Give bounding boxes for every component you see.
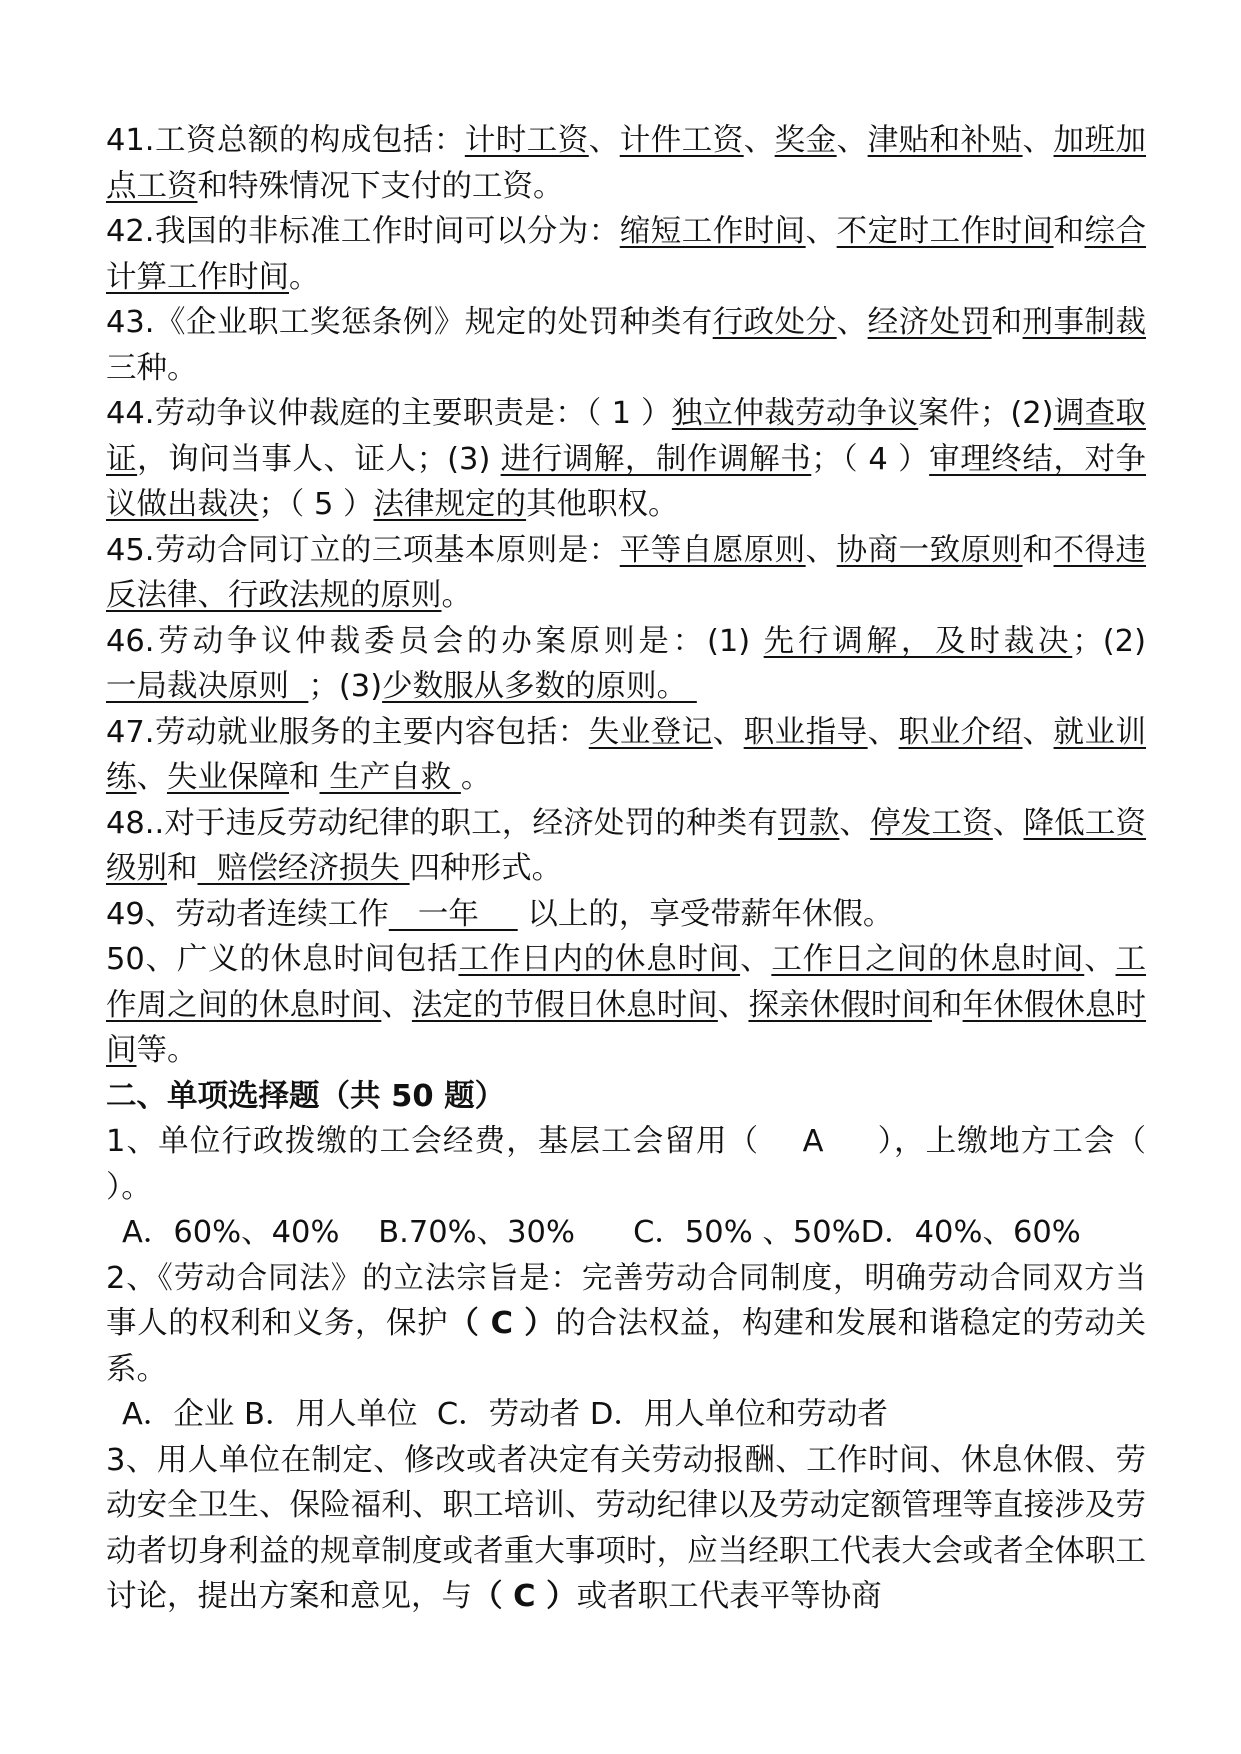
question-47: 47.劳动就业服务的主要内容包括：失业登记、职业指导、职业介绍、就业训练、失业保障和 生产自救 。 [106,714,1146,795]
q46-text: 46.劳动争议仲裁委员会的办案原则是：(1) [106,623,764,659]
mc-question-2: 2、《劳动合同法》的立法宗旨是：完善劳动合同制度，明确劳动合同双方当事人的权利和义务，保护（ C ）的合法权益，构建和发展和谐稳定的劳动关系。 [106,1260,1147,1387]
q47-text: 47.劳动就业服务的主要内容包括： [106,714,589,750]
q50-text: 50、广义的休息时间包括 [106,942,459,977]
document-page [106,118,1205,1620]
q44-text: 44.劳动争议仲裁庭的主要职责是：（ 1 ） [106,396,672,431]
q41-answer-2: 计件工资 [619,123,744,158]
q50-answer-2: 工作日之间的休息时间 [771,942,1085,977]
q46-answer-2: 一局裁决原则 [106,669,309,704]
q49-answer-1: 一年 [388,896,518,932]
mc-question-3: 3、用人单位在制定、修改或者决定有关劳动报酬、工作时间、休息休假、劳动安全卫生、保险福利、职工培训、劳动纪律以及劳动定额管理等直接涉及劳动者切身利益的规章制度或者重大事项时，应当经职工代表大会或者全体职工讨论，提出方案和意见，与（ C ）或者职工代表平等协商 [106,1442,1146,1614]
q48-answer-4: 赔偿经济损失 [197,851,410,886]
q50-answer-1: 工作日内的休息时间 [458,942,741,977]
q41-text: 41.工资总额的构成包括： [106,123,465,158]
q48-answer-2: 停发工资 [870,805,993,841]
q43-text: 43.《企业职工奖惩条例》规定的处罚种类有 [106,305,713,340]
mc-options-2: A．企业 B．用人单位 C．劳动者 D．用人单位和劳动者 [122,1397,888,1432]
q45-text: 45.劳动合同订立的三项基本原则是： [106,532,620,568]
mc3-answer: （ C ） [472,1579,577,1614]
q45-answer-1: 平等自愿原则 [619,532,806,568]
q48-text: 48..对于违反劳动纪律的职工，经济处罚的种类有 [106,805,779,841]
q50-answer-5: 探亲休假时间 [748,987,932,1023]
question-49: 49、劳动者连续工作 一年 以上的，享受带薪年休假。 [106,896,894,932]
q49-text: 49、劳动者连续工作 [106,896,389,932]
mc-options-1: A．60%、40% B.70%、30% C．50% 、50%D．40%、60% [122,1215,1081,1250]
mc-question-1: 1、单位行政拨缴的工会经费，基层工会留用（ A ），上缴地方工会（ ）。 [106,1124,1205,1205]
q50-answer-3: 工作周之间的休息时间 [106,942,1147,1023]
q47-answer-6: 生产自救 [319,760,461,795]
q41-answer-1: 计时工资 [464,123,589,158]
q41-answer-5: 加班加点工资 [106,123,1146,204]
q47-answer-1: 失业登记 [588,714,713,750]
q44-answer-5: 法律规定的 [373,487,527,522]
mc2-answer: （ C ） [448,1306,556,1341]
question-41: 41.工资总额的构成包括：计时工资、计件工资、奖金、津贴和补贴、加班加点工资和特殊情况下支付的工资。 [106,123,1146,204]
q43-answer-1: 行政处分 [712,305,837,340]
q43-answer-3: 刑事制裁 [1022,305,1146,340]
q44-answer-3: 进行调解，制作调解书 [500,441,812,477]
q45-answer-3: 不得违反法律、行政法规的原则 [106,532,1146,613]
question-42: 42.我国的非标准工作时间可以分为：缩短工作时间、不定时工作时间和综合计算工作时间。 [106,214,1146,295]
q46-answer-1: 先行调解，及时裁决 [763,623,1073,659]
question-48: 48..对于违反劳动纪律的职工，经济处罚的种类有罚款、停发工资、降低工资级别和 赔偿经济损失 四种形式。 [106,805,1147,886]
q47-answer-3: 职业介绍 [898,714,1023,750]
q41-answer-3: 奖金 [774,123,837,158]
q47-answer-2: 职业指导 [743,714,868,750]
question-45: 45.劳动合同订立的三项基本原则是：平等自愿原则、协商一致原则和不得违反法律、行政法规的原则。 [106,532,1146,613]
q46-answer-3: 少数服从多数的原则。 [382,669,697,704]
q47-answer-5: 失业保障 [167,760,289,795]
question-44: 44.劳动争议仲裁庭的主要职责是：（ 1 ）独立仲裁劳动争议案件；(2)调查取证，询问当事人、证人；(3) 进行调解，制作调解书；（ 4 ）审理终结，对争议做出裁决；（ 5 ）法律规定的其他职权。 [106,396,1147,522]
q42-text: 42.我国的非标准工作时间可以分为： [106,214,620,249]
q48-answer-1: 罚款 [778,805,840,841]
q50-answer-6: 年休假休息时间 [106,987,1147,1068]
question-50: 50、广义的休息时间包括工作日内的休息时间、工作日之间的休息时间、工作周之间的休息时间、法定的节假日休息时间、探亲休假时间和年休假休息时间等。 [106,942,1147,1068]
q44-answer-2: 调查取证 [106,396,1146,477]
q42-answer-3: 综合计算工作时间 [106,214,1146,295]
question-46: 46.劳动争议仲裁委员会的办案原则是：(1) 先行调解，及时裁决；(2)一局裁决原则 ；(3)少数服从多数的原则。 [106,623,1146,704]
section-heading: 二、单项选择题（共 50 题） [106,1078,506,1114]
q42-answer-2: 不定时工作时间 [836,214,1054,249]
q48-answer-3: 降低工资级别 [106,805,1147,886]
question-43: 43.《企业职工奖惩条例》规定的处罚种类有行政处分、经济处罚和刑事制裁三种。 [106,305,1146,386]
q50-answer-4: 法定的节假日休息时间 [411,987,718,1023]
q45-answer-2: 协商一致原则 [836,532,1023,568]
q42-answer-1: 缩短工作时间 [619,214,806,249]
q44-answer-4: 审理终结，对争议做出裁决 [106,441,1147,522]
q41-answer-4: 津贴和补贴 [867,123,1023,158]
q44-answer-1: 独立仲裁劳动争议 [671,396,919,431]
q47-answer-4: 就业训练 [106,714,1146,795]
q43-answer-2: 经济处罚 [867,305,992,340]
